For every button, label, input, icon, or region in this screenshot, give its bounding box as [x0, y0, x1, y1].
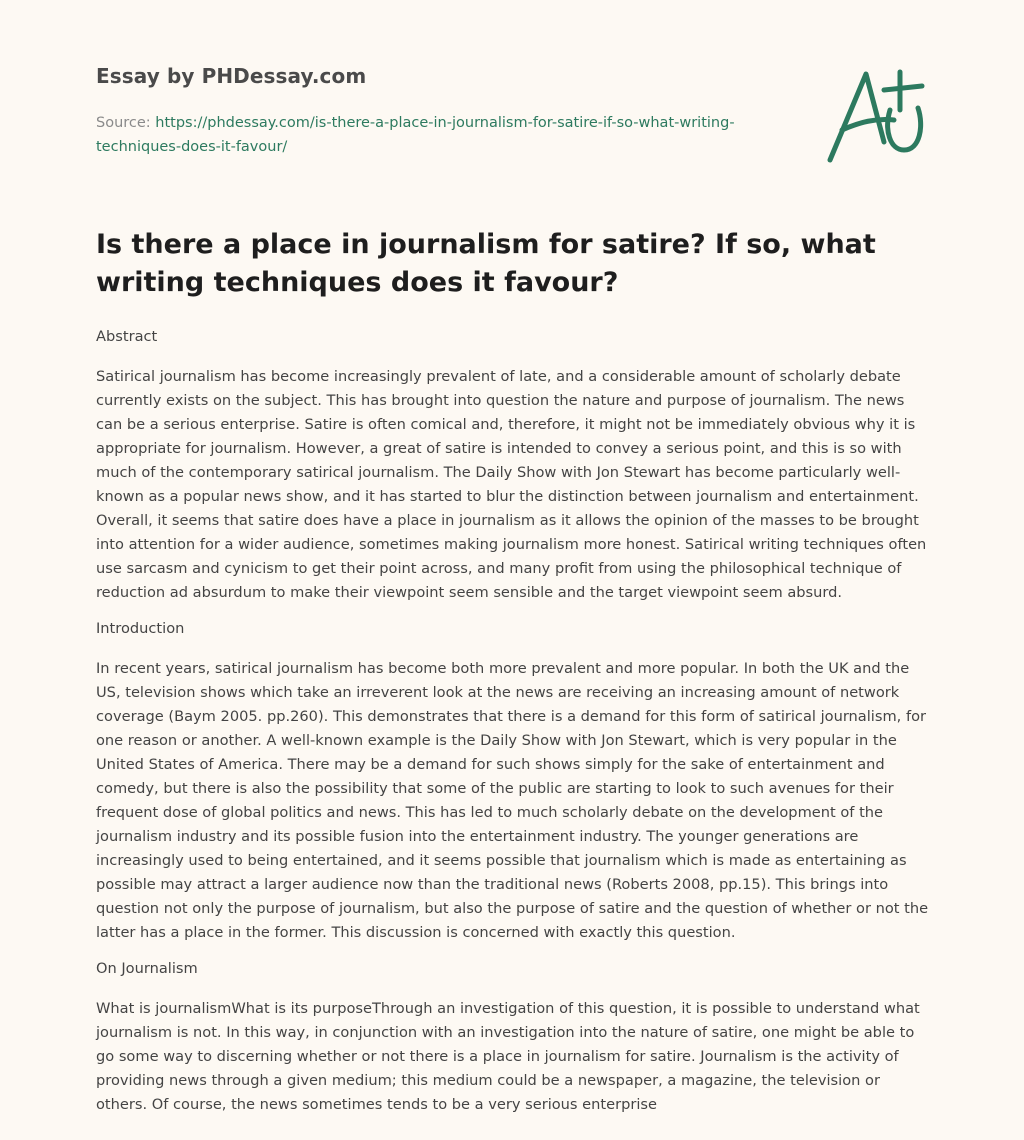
essay-body — [96, 325, 932, 1129]
site-brand: Essay by PHDessay.com — [96, 64, 367, 88]
source-line — [96, 111, 736, 159]
section-text-on-journalism: What is journalismWhat is its purposeThrough an investigation of this question, it is possible to understand what journalism is not. In this way, in conjunction with an investigation into the nature of satire, one might be able to go some way to discerning whether or not there is a place in journalism for satire. Journalism is the activity of providing news through a given medium; this medium could be a newspaper, a magazine, the television or others. Of course, the news sometimes tends to be a very serious enterprise — [96, 1000, 920, 1113]
section-text-introduction: In recent years, satirical journalism has become both more prevalent and more popular. In both the UK and the US, television shows which take an irreverent look at the news are receiving an increasing amount of network coverage (Baym 2005. pp.260). This demonstrates that there is a demand for this form of satirical journalism, for one reason or another. A well-known example is the Daily Show with Jon Stewart, which is very popular in the United States of America. There may be a demand for such shows simply for the sake of entertainment and comedy, but there is also the possibility that some of the public are starting to look to such avenues for their frequent dose of global politics and news. This has led to much scholarly debate on the development of the journalism industry and its possible fusion into the entertainment industry. The younger generations are increasingly used to being entertained, and it seems possible that journalism which is made as entertaining as possible may attract a larger audience now than the traditional news (Roberts 2008, pp.15). This brings into question not only the purpose of journalism, but also the purpose of satire and the question of whether or not the latter has a place in the former. This discussion is concerned with exactly this question. — [96, 660, 929, 941]
section-heading-on-journalism: On Journalism — [96, 960, 198, 977]
section-text-abstract: Satirical journalism has become increasingly prevalent of late, and a considerable amount of scholarly debate currently exists on the subject. This has brought into question the nature and purpose of journalism. The news can be a serious enterprise. Satire is often comical and, therefore, it might not be immediately obvious why it is appropriate for journalism. However, a great of satire is intended to convey a serious point, and this is so with much of the contemporary satirical journalism. The Daily Show with Jon Stewart has become particularly well-known as a popular news show, and it has started to blur the distinction between journalism and entertainment. Overall, it seems that satire does have a place in journalism as it allows the opinion of the masses to be brought into attention for a wider audience, sometimes making journalism more honest. Satirical writing techniques often use sarcasm and cynicism to get their point across, and many profit from using the philosophical technique of reduction ad absurdum to make their viewpoint seem sensible and the target viewpoint seem absurd. — [96, 368, 927, 601]
source-link[interactable]: https://phdessay.com/is-there-a-place-in-journalism-for-satire-if-so-what-writing-techniques-does-it-favour/ — [96, 115, 735, 155]
section-heading-abstract: Abstract — [96, 328, 158, 345]
a-plus-grade-icon — [824, 64, 936, 168]
section-heading-introduction: Introduction — [96, 620, 185, 637]
essay-title: Is there a place in journalism for satire? If so, what writing techniques does it favour? — [96, 229, 876, 298]
source-label: Source: — [96, 115, 151, 131]
